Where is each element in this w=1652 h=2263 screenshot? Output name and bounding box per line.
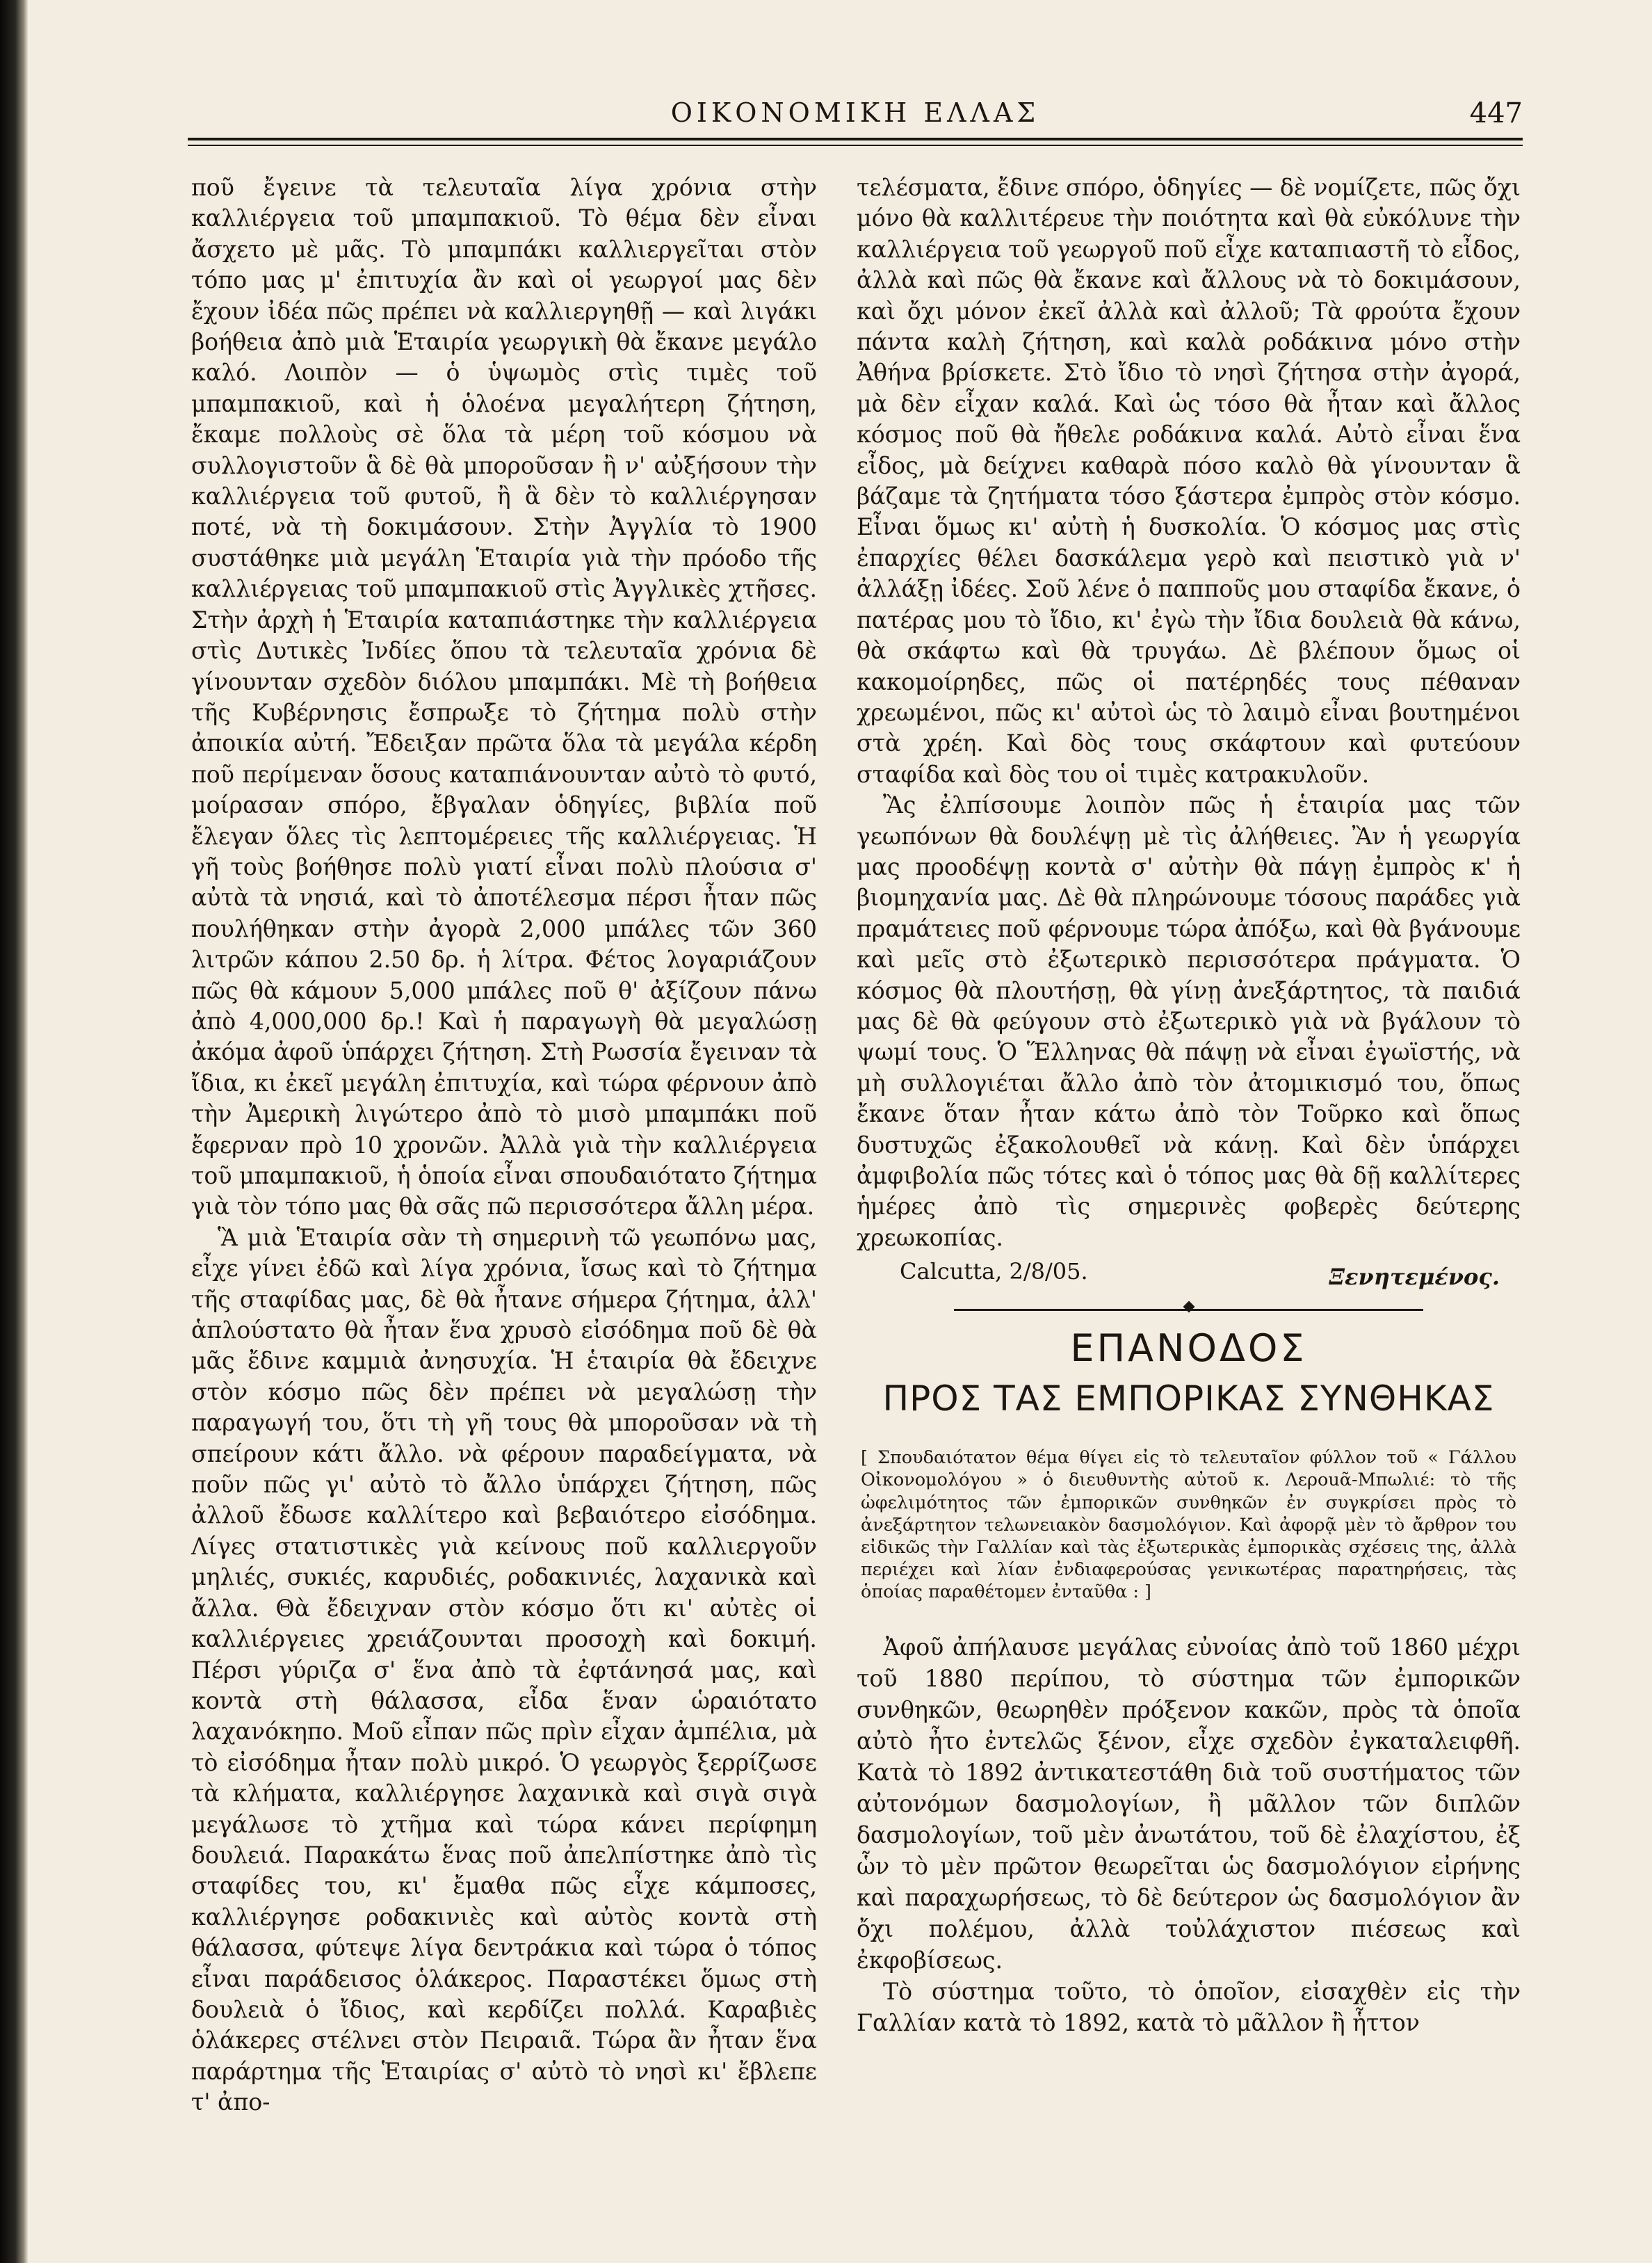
signature-block [857, 1256, 1521, 1295]
book-spine-shadow [0, 0, 28, 2263]
article-body [857, 1632, 1521, 2038]
author-signature: Ξενητεμένος. [1329, 1264, 1500, 1291]
paragraph: Ἃ μιὰ Ἑταιρία σὰν τὴ σημερινὴ τῶ γεωπόνω μας, εἶχε γίνει ἐδῶ καὶ λίγα χρόνια, ἴσως καὶ τὸ ζήτημα τῆς σταφίδας μας, δὲ θὰ ἦτανε σήμερα ζήτημα, ἀλλ' ἁπλούστατο θὰ ἦταν ἕνα χρυσὸ εἰσόδημα ποῦ δὲ θὰ μᾶς ἔδινε καμμιὰ ἀνησυχία. Ἡ ἑταιρία θὰ ἔδειχνε στὸν κόσμο πῶς δὲν πρέπει νὰ μεγαλώσῃ τὴν παραγωγή του, ὅτι τὴ γῆ τους θὰ μποροῦσαν νὰ τὴ σπείρουν κάτι ἄλλο. νὰ φέρουν παραδείγματα, νὰ ποῦν πῶς γι' αὐτὸ τὸ ἄλλο ὑπάρχει ζήτηση, πῶς ἀλλοῦ ἔδωσε καλλίτερο καὶ βεβαιότερο εἰσόδημα. Λίγες στατιστικὲς γιὰ κείνους ποῦ καλλιεργοῦν μηλιές, συκιές, καρυδιές, ροδακινιές, λαχανικὰ καὶ ἄλλα. Θὰ ἔδειχναν στὸν κόσμο ὅτι κι' αὐτὲς οἱ καλλιέργειες χρειάζουνται προσοχὴ καὶ δοκιμή. Πέρσι γύριζα σ' ἕνα ἀπὸ τὰ ἐφτάνησά μας, καὶ κοντὰ στὴ θάλασσα, εἶδα ἕναν ὡραιότατο λαχανόκηπο. Μοῦ εἶπαν πῶς πρὶν εἶχαν ἀμπέλια, μὰ τὸ εἰσόδημα ἦταν πολὺ μικρό. Ὁ γεωργὸς ξερρίζωσε τὰ κλήματα, καλλιέργησε λαχανικὰ καὶ σιγὰ σιγὰ μεγάλωσε τὸ χτῆμα καὶ τώρα κάνει περίφημη δουλειά. Παρακάτω ἕνας ποῦ ἀπελπίστηκε ἀπὸ τὶς σταφίδες του, κι' ἔμαθα πῶς εἶχε κάμποσες, καλλιέργησε ροδακινιὲς καὶ αὐτὸς κοντὰ στὴ θάλασσα, φύτεψε λίγα δεντράκια καὶ τώρα ὁ τόπος εἶναι παράδεισος ὁλάκερος. Παραστέκει ὅμως στὴ δουλειὰ ὁ ἴδιος, καὶ κερδίζει πολλά. Καραβιὲς ὁλάκερες στέλνει στὸν Πειραιᾶ. Τώρα ἂν ἦταν ἕνα παράρτημα τῆς Ἑταιρίας σ' αὐτὸ τὸ νησὶ κι' ἔβλεπε τ' ἀπο- [191, 1223, 817, 2116]
header-rule-thick [188, 138, 1523, 140]
editorial-note: [ Σπουδαιότατον θέμα θίγει εἰς τὸ τελευταῖον φύλλον τοῦ « Γάλλου Οἰκονομολόγου » ὁ διευθυντὴς αὐτοῦ κ. Λεροuᾶ-Μπωλιέ: τὸ τῆς ὠφελιμότητος τῶν ἐμπορικῶν συνθηκῶν ἐν συγκρίσει πρὸς τὸ ἀνεξάρτητον τελωνειακὸν δασμολόγιον. Καὶ ἀφορᾷ μὲν τὸ ἄρθρον του εἰδικῶς τὴν Γαλλίαν καὶ τὰς ἐξωτερικὰς ἐμπορικὰς σχέσεις της, ἀλλὰ περιέχει καὶ λίαν ἐνδιαφερούσας γενικωτέρας παρατηρήσεις, τὰς ὁποίας παραθέτομεν ἐνταῦθα : ] [861, 1447, 1516, 1603]
section-separator [857, 1295, 1521, 1323]
paragraph: Ἀφοῦ ἀπήλαυσε μεγάλας εὐνοίας ἀπὸ τοῦ 1860 μέχρι τοῦ 1880 περίπου, τὸ σύστημα τῶν ἐμπορικῶν συνθηκῶν, θεωρηθὲν πρόξενον κακῶν, πρὸς τὰ ὁποῖα αὐτὸ ἦτο ἐντελῶς ξένον, εἶχε σχεδὸν ἐγκαταλειφθῆ. Κατὰ τὸ 1892 ἀντικατεστάθη διὰ τοῦ συστήματος τῶν αὐτονόμων δασμολογίων, ἢ μᾶλλον τῶν διπλῶν δασμολογίων, τοῦ μὲν ἀνωτάτου, τοῦ δὲ ἐλαχίστου, ἐξ ὧν τὸ μὲν πρῶτον θεωρεῖται ὡς δασμολόγιον εἰρήνης καὶ παραχωρήσεως, τὸ δὲ δεύτερον ὡς δασμολόγιον ἂν ὄχι πολέμου, ἀλλὰ τοὐλάχιστον πιέσεως καὶ ἐκφοβίσεως. [857, 1633, 1521, 1974]
paragraph: Ἂς ἐλπίσουμε λοιπὸν πῶς ἡ ἑταιρία μας τῶν γεωπόνων θὰ δουλέψῃ μὲ τὶς ἀλήθειες. Ἂν ἡ γεωργία μας προοδέψῃ κοντὰ σ' αὐτὴν θὰ πάγῃ ἐμπρὸς κ' ἡ βιομηχανία μας. Δὲ θὰ πληρώνουμε τόσους παράδες γιὰ πραμάτειες ποῦ φέρνουμε τώρα ἀπόξω, καὶ θὰ βγάνουμε καὶ μεῖς στὸ ἐξωτερικὸ περισσότερα πράγματα. Ὁ κόσμος θὰ πλουτήσῃ, θὰ γίνῃ ἀνεξάρτητος, τὰ παιδιά μας δὲ θὰ φεύγουν στὸ ἐξωτερικὸ γιὰ νὰ βγάλουν τὸ ψωμί τους. Ὁ Ἕλληνας θὰ πάψῃ νὰ εἶναι ἐγωϊστής, νὰ μὴ συλλογιέται ἄλλο ἀπὸ τὸν ἀτομικισμό του, ὅπως ἔκανε ὅταν ἦταν κάτω ἀπὸ τὸν Τοῦρκο καὶ ὅπως δυστυχῶς ἐξακολουθεῖ νὰ κάνῃ. Καὶ δὲν ὑπάρχει ἀμφιβολία πῶς τότες καὶ ὁ τόπος μας θὰ δῇ καλλίτερες ἡμέρες ἀπὸ τὶς σημερινὲς φοβερὲς δεύτερης χρεωκοπίας. [857, 791, 1521, 1251]
paragraph: Τὸ σύστημα τοῦτο, τὸ ὁποῖον, εἰσαχθὲν εἰς τὴν Γαλλίαν κατὰ τὸ 1892, κατὰ τὸ μᾶλλον ἢ ἧττον [857, 1977, 1521, 2036]
paragraph: τελέσματα, ἔδινε σπόρο, ὁδηγίες — δὲ νομίζετε, πῶς ὄχι μόνο θὰ καλλιτέρευε τὴν ποιότητα καὶ θὰ εὐκόλυνε τὴν καλλιέργεια τοῦ γεωργοῦ ποῦ εἶχε καταπιαστῆ τὸ εἶδος, ἀλλὰ καὶ πῶς θὰ ἔκανε καὶ ἄλλους νὰ τὸ δοκιμάσουν, καὶ ὄχι μόνον ἐκεῖ ἀλλὰ καὶ ἀλλοῦ; Τὰ φρούτα ἔχουν πάντα καλὴ ζήτηση, καὶ καλὰ ροδάκινα μόνο στὴν Ἀθήνα βρίσκετε. Στὸ ἴδιο τὸ νησὶ ζήτησα στὴν ἀγορά, μὰ δὲν εἶχαν καλά. Καὶ ὡς τόσο θὰ ἦταν καὶ ἄλλος κόσμος ποῦ θὰ ἤθελε ροδάκινα καλά. Αὐτὸ εἶναι ἕνα εἶδος, μὰ δείχνει καθαρὰ πόσο καλὸ θὰ γίνουνταν ἃ βάζαμε τὰ ζητήματα τόσο ξάστερα ἐμπρὸς στὸν κόσμο. Εἶναι ὅμως κι' αὐτὴ ἡ δυσκολία. Ὁ κόσμος μας στὶς ἐπαρχίες θέλει δασκάλεμα γερὸ καὶ πειστικὸ γιὰ ν' ἀλλάξῃ ἰδέες. Σοῦ λένε ὁ παπποῦς μου σταφίδα ἔκανε, ὁ πατέρας μου τὸ ἴδιο, κι' ἐγὼ τὴν ἴδια δουλειὰ θὰ κάνω, θὰ σκάφτω καὶ θὰ τρυγάω. Δὲ βλέπουν ὅμως οἱ κακομοίρηδες, πῶς οἱ πατέρηδές τους πέθαναν χρεωμένοι, πῶς κι' αὐτοὶ ὡς τὸ λαιμὸ εἶναι βουτημένοι στὰ χρέη. Καὶ δὸς τους σκάφτουν καὶ φυτεύουν σταφίδα καὶ δὸς του οἱ τιμὲς κατρακυλοῦν. [857, 174, 1521, 788]
journal-title: ΟΙΚΟΝΟΜΙΚΗ ΕΛΛΑΣ [670, 97, 1040, 128]
article-subtitle: ΠΡΟΣ ΤΑΣ ΕΜΠΟΡΙΚΑΣ ΣΥΝΘΗΚΑΣ [882, 1378, 1495, 1419]
article-title: ΕΠΑΝΟΔΟΣ [1070, 1326, 1307, 1371]
paragraph: ποῦ ἔγεινε τὰ τελευταῖα λίγα χρόνια στὴν καλλιέργεια τοῦ μπαμπακιοῦ. Τὸ θέμα δὲν εἶναι ἄσχετο μὲ μᾶς. Τὸ μπαμπάκι καλλιεργεῖται στὸν τόπο μας μ' ἐπιτυχία ἂν καὶ οἱ γεωργοί μας δὲν ἔχουν ἰδέα πῶς πρέπει νὰ καλλιεργηθῇ — καὶ λιγάκι βοήθεια ἀπὸ μιὰ Ἑταιρία γεωργικὴ θὰ ἔκανε μεγάλο καλό. Λοιπὸν — ὁ ὑψωμὸς στὶς τιμὲς τοῦ μπαμπακιοῦ, καὶ ἡ ὁλοένα μεγαλήτερη ζήτηση, ἔκαμε πολλοὺς σὲ ὅλα τὰ μέρη τοῦ κόσμου νὰ συλλογιστοῦν ἃ δὲ θὰ μποροῦσαν ἢ ν' αὐξήσουν τὴν καλλιέργεια τοῦ φυτοῦ, ἢ ἃ δὲν τὸ καλλιέργησαν ποτέ, νὰ τὴ δοκιμάσουν. Στὴν Ἀγγλία τὸ 1900 συστάθηκε μιὰ μεγάλη Ἑταιρία γιὰ τὴν πρόοδο τῆς καλλιέργειας τοῦ μπαμπακιοῦ στὶς Ἀγγλικὲς χτῆσες. Στὴν ἀρχὴ ἡ Ἑταιρία καταπιάστηκε τὴν καλλιέργεια στὶς Δυτικὲς Ἰνδίες ὅπου τὰ τελευταῖα χρόνια δὲ γίνουνταν σχεδὸν διόλου μπαμπάκι. Μὲ τὴ βοήθεια τῆς Κυβέρνησις ἔσπρωξε τὸ ζήτημα πολὺ στὴν ἀποικία αὐτή. Ἔδειξαν πρῶτα ὅλα τὰ μεγάλα κέρδη ποῦ περίμεναν ὅσους καταπιάνουνταν αὐτὸ τὸ φυτό, μοίρασαν σπόρο, ἔβγαλαν ὁδηγίες, βιβλία ποῦ ἔλεγαν ὅλες τὶς λεπτομέρειες τῆς καλλιέργειας. Ἡ γῆ τοὺς βοήθησε πολὺ γιατί εἶναι πολὺ πλούσια σ' αὐτὰ τὰ νησιά, καὶ τὸ ἀποτέλεσμα πέρσι ἦταν πῶς πουλήθηκαν στὴν ἀγορὰ 2,000 μπάλες τῶν 360 λιτρῶν κάπου 2.50 δρ. ἡ λίτρα. Φέτος λογαριάζουν πῶς θὰ κάμουν 5,000 μπάλες ποῦ θ' ἀξίζουν πάνω ἀπὸ 4,000,000 δρ.! Καὶ ἡ παραγωγὴ θὰ μεγαλώσῃ ἀκόμα ἀφοῦ ὑπάρχει ζήτηση. Στὴ Ρωσσία ἔγειναν τὰ ἴδια, κι ἐκεῖ μεγάλη ἐπιτυχία, καὶ τώρα φέρνουν ἀπὸ τὴν Ἀμερικὴ λιγώτερο ἀπὸ τὸ μισὸ μπαμπάκι ποῦ ἔφερναν πρὸ 10 χρονῶν. Ἀλλὰ γιὰ τὴν καλλιέργεια τοῦ μπαμπακιοῦ, ἡ ὁποία εἶναι σπουδαιότατο ζήτημα γιὰ τὸν τόπο μας θὰ σᾶς πῶ περισσότερα ἄλλη μέρα. [191, 174, 817, 1221]
page-header [188, 97, 1523, 132]
left-column [191, 172, 817, 2118]
page-number: 447 [1469, 97, 1523, 129]
right-column [857, 172, 1521, 2038]
header-rule-thin [188, 145, 1523, 146]
place-date: Calcutta, 2/8/05. [900, 1258, 1088, 1285]
